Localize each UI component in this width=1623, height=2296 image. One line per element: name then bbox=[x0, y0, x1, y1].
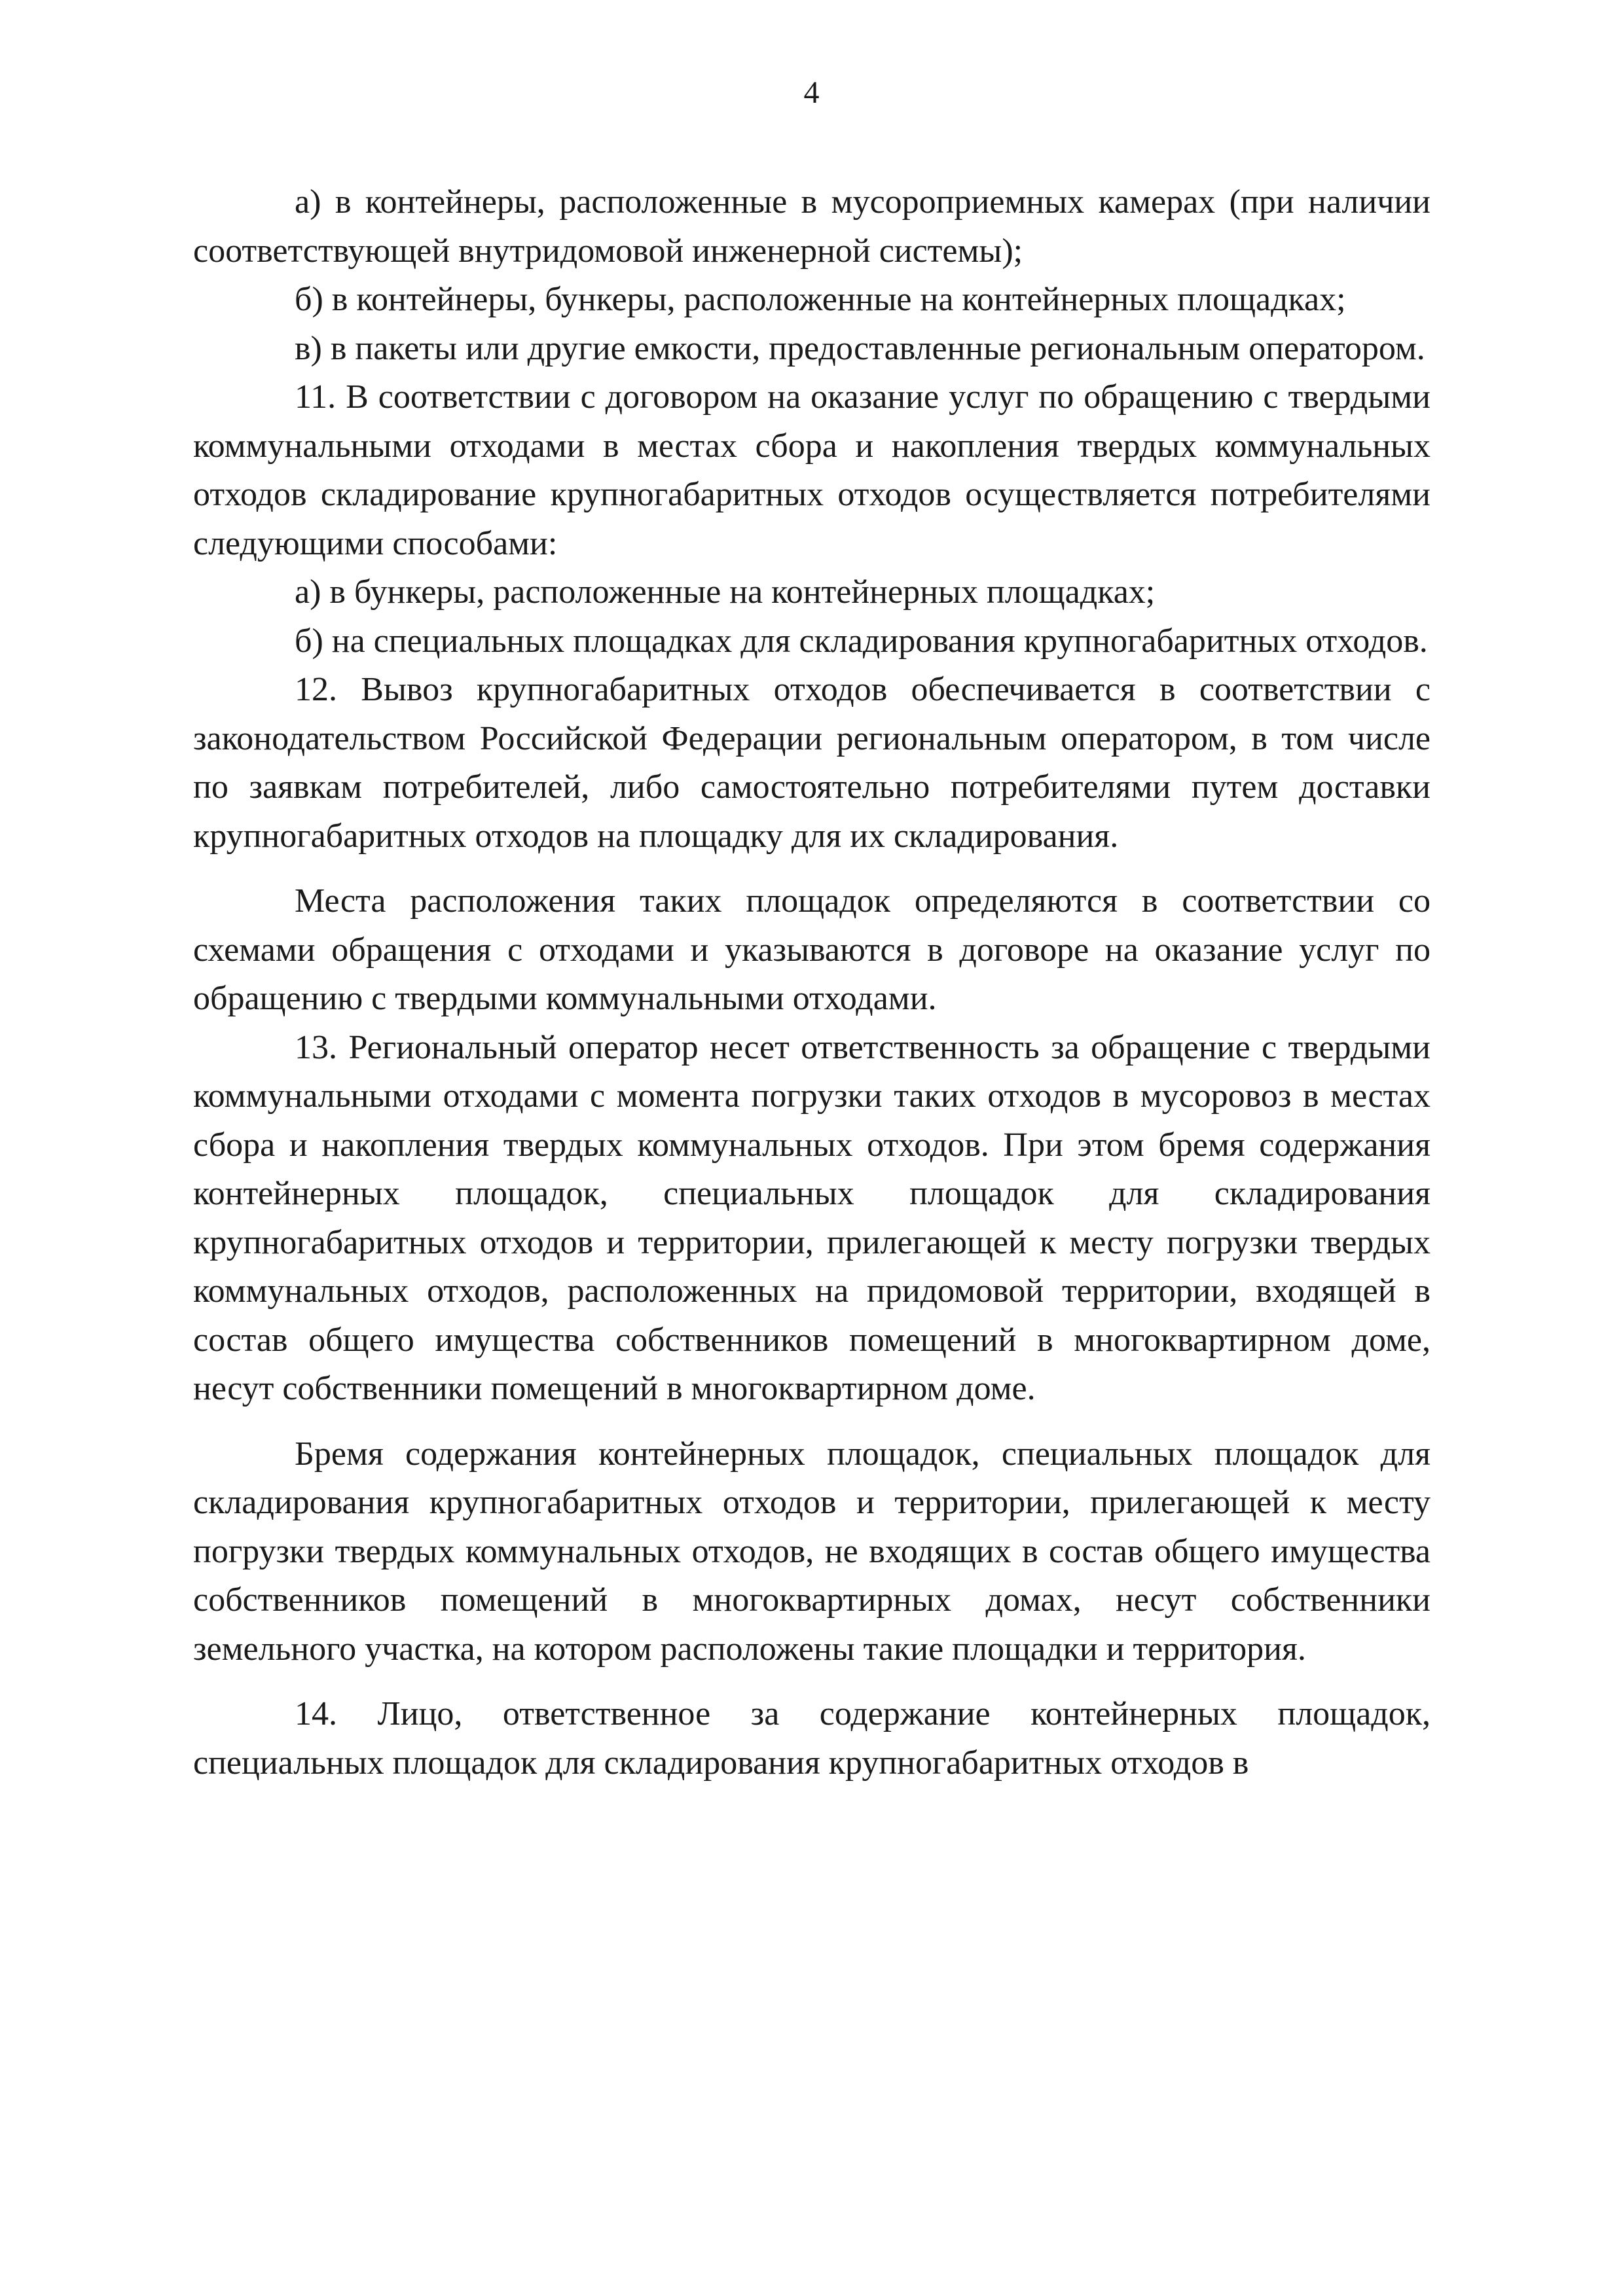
page-number: 4 bbox=[803, 75, 820, 110]
paragraph-13: 13. Региональный оператор несет ответственность за обращение с твердыми коммунальными отходами с момента погрузки таких отходов в мусоровоз в местах сбора и накопления твердых коммунальных отходов. При этом бремя содержания контейнерных площадок, специальных площадок для складирования крупногабаритных отходов и территории, прилегающей к месту погрузки твердых коммунальных отходов, расположенных на придомовой территории, входящей в состав общего имущества собственников помещений в многоквартирном доме, несут собственники помещений в многоквартирном доме. bbox=[193, 1028, 1431, 1407]
paragraph-11: 11. В соответствии с договором на оказание услуг по обращению с твердыми коммунальными отходами в местах сбора и накопления твердых коммунальных отходов складирование крупногабаритных отходов осуществляется потребителями следующими способами: bbox=[193, 378, 1431, 562]
paragraph-item-b-container-sites: б) в контейнеры, бункеры, расположенные на контейнерных площадках; bbox=[295, 281, 1346, 318]
document-body bbox=[193, 178, 1431, 1787]
paragraph-item-a-garbage-chambers: а) в контейнеры, расположенные в мусороприемных камерах (при наличии соответствующей внутридомовой инженерной системы); bbox=[193, 183, 1431, 270]
paragraph-item-c-bags: в) в пакеты или другие емкости, предоставленные региональным оператором. bbox=[295, 329, 1425, 367]
paragraph-11-item-a: а) в бункеры, расположенные на контейнерных площадках; bbox=[295, 573, 1156, 611]
paragraph-12: 12. Вывоз крупногабаритных отходов обеспечивается в соответствии с законодательством Российской Федерации региональным оператором, в том числе по заявкам потребителей, либо самостоятельно потребителями путем доставки крупногабаритных отходов на площадку для их складирования. bbox=[193, 671, 1431, 855]
paragraph-12-sites-location: Места расположения таких площадок определяются в соответствии со схемами обращения с отходами и указываются в договоре на оказание услуг по обращению с твердыми коммунальными отходами. bbox=[193, 882, 1431, 1017]
paragraph-14: 14. Лицо, ответственное за содержание контейнерных площадок, специальных площадок для складирования крупногабаритных отходов в bbox=[193, 1695, 1431, 1782]
paragraph-11-item-b: б) на специальных площадках для складирования крупногабаритных отходов. bbox=[295, 622, 1428, 660]
paragraph-13-maintenance-burden: Бремя содержания контейнерных площадок, специальных площадок для складирования крупногабаритных отходов и территории, прилегающей к месту погрузки твердых коммунальных отходов, не входящих в состав общего имущества собственников помещений в многоквартирных домах, несут собственники земельного участка, на котором расположены такие площадки и территория. bbox=[193, 1435, 1431, 1668]
